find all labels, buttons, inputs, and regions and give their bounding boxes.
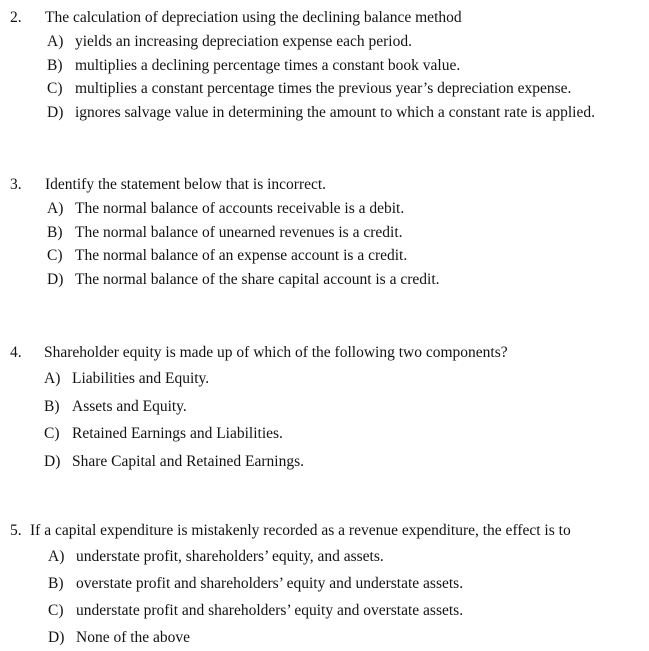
option-text: overstate profit and shareholders’ equity and understate assets. — [76, 575, 464, 592]
answer-option — [47, 221, 641, 245]
option-label: D) — [48, 629, 65, 646]
question-line — [10, 6, 641, 30]
question-text: Shareholder equity is made up of which of the following two components? — [44, 344, 508, 361]
answer-option — [48, 624, 641, 651]
option-label: A) — [44, 370, 61, 387]
option-text: Liabilities and Equity. — [72, 370, 210, 387]
option-text: understate profit and shareholders’ equity and overstate assets. — [76, 602, 464, 619]
answer-option — [47, 101, 641, 125]
question-number: 5. — [10, 522, 22, 539]
option-label: B) — [47, 56, 63, 74]
question-number: 4. — [10, 344, 22, 361]
question-line — [10, 341, 641, 365]
option-label: A) — [47, 200, 64, 217]
answer-option — [48, 570, 641, 597]
option-text: The normal balance of an expense account is a credit. — [75, 247, 408, 264]
option-label: B) — [47, 223, 63, 241]
answer-option — [47, 268, 641, 292]
question-2 — [10, 6, 641, 124]
options-list — [44, 365, 641, 475]
answer-option — [47, 244, 641, 268]
option-text: The normal balance of the share capital account is a credit. — [75, 270, 440, 288]
answer-option — [44, 365, 641, 393]
question-5 — [10, 519, 641, 651]
option-label: C) — [47, 247, 63, 264]
answer-option — [47, 77, 641, 101]
option-label: B) — [48, 575, 64, 592]
question-text: Identify the statement below that is incorrect. — [45, 176, 327, 193]
option-label: A) — [48, 548, 65, 565]
option-text: Retained Earnings and Liabilities. — [72, 425, 283, 442]
answer-option — [48, 543, 641, 570]
option-label: A) — [47, 33, 64, 50]
option-label: C) — [47, 80, 63, 97]
option-label: D) — [47, 103, 64, 121]
option-text: The normal balance of unearned revenues is a credit. — [75, 223, 403, 241]
question-line — [10, 173, 641, 197]
option-label: B) — [44, 397, 60, 415]
option-text: Share Capital and Retained Earnings. — [72, 452, 305, 470]
options-list — [47, 197, 641, 291]
option-label: C) — [48, 602, 64, 619]
question-number: 2. — [10, 9, 22, 26]
question-3 — [10, 173, 641, 291]
option-text: multiplies a constant percentage times the previous year’s depreciation expense. — [75, 80, 572, 97]
question-text: If a capital expenditure is mistakenly recorded as a revenue expenditure, the effect is to — [30, 522, 571, 539]
answer-option — [44, 420, 641, 448]
option-text: yields an increasing depreciation expense each period. — [75, 33, 412, 50]
answer-option — [47, 197, 641, 221]
option-text: ignores salvage value in determining the amount to which a constant rate is applied. — [75, 103, 595, 121]
options-list — [47, 30, 641, 124]
option-text: understate profit, shareholders’ equity, and assets. — [76, 548, 384, 565]
options-list — [48, 543, 641, 651]
option-label: D) — [47, 270, 64, 288]
answer-option — [44, 448, 641, 476]
option-text: Assets and Equity. — [72, 397, 187, 415]
question-line — [10, 519, 641, 543]
answer-option — [47, 54, 641, 78]
option-text: None of the above — [76, 629, 191, 646]
question-text: The calculation of depreciation using the declining balance method — [45, 9, 462, 26]
option-text: multiplies a declining percentage times a constant book value. — [75, 56, 461, 74]
question-number: 3. — [10, 176, 22, 193]
option-text: The normal balance of accounts receivable is a debit. — [75, 200, 405, 217]
answer-option — [44, 393, 641, 421]
option-label: C) — [44, 425, 60, 442]
question-4 — [10, 341, 641, 475]
answer-option — [47, 30, 641, 54]
option-label: D) — [44, 452, 61, 470]
